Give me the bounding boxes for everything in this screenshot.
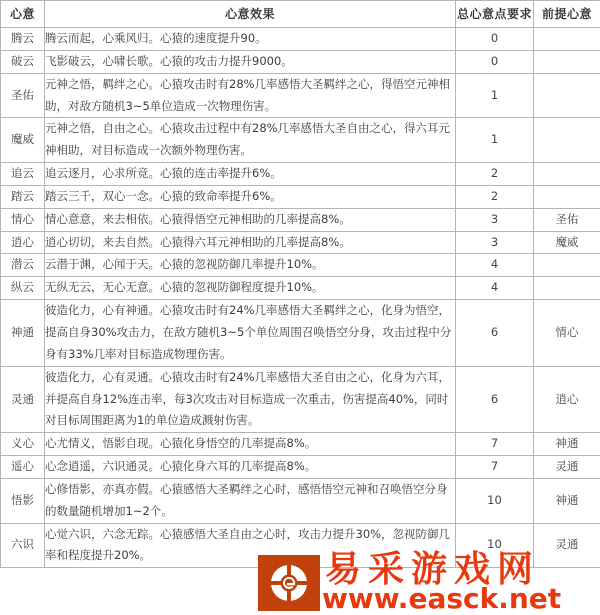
skill-prerequisite-cell [534, 118, 600, 163]
column-header-effect: 心意效果 [45, 1, 456, 28]
skill-effect-cell: 情心意意，来去相依。心猿得悟空元神相助的几率提高8%。 [45, 208, 456, 231]
skill-name-cell: 纵云 [1, 277, 45, 300]
skill-cost-cell: 2 [456, 185, 534, 208]
table-row [1, 118, 600, 163]
skill-name-cell: 破云 [1, 50, 45, 73]
column-header-prereq: 前提心意 [534, 1, 600, 28]
table-row [1, 208, 600, 231]
table-row [1, 366, 600, 433]
skill-cost-cell: 3 [456, 231, 534, 254]
table-row [1, 50, 600, 73]
skill-name-cell: 逍心 [1, 231, 45, 254]
skill-prerequisite-cell [534, 163, 600, 186]
skill-name-cell: 潜云 [1, 254, 45, 277]
skill-name-cell: 悟影 [1, 478, 45, 523]
skill-prerequisite-cell: 情心 [534, 300, 600, 367]
skill-name-cell: 遥心 [1, 456, 45, 479]
skill-prerequisite-cell [534, 28, 600, 51]
table-header-row [1, 1, 600, 28]
skill-prerequisite-cell [534, 73, 600, 118]
column-header-cost: 总心意点要求 [456, 1, 534, 28]
skill-prerequisite-cell: 魔威 [534, 231, 600, 254]
skill-cost-cell: 0 [456, 28, 534, 51]
table-row [1, 277, 600, 300]
skill-cost-cell: 4 [456, 254, 534, 277]
table-row [1, 478, 600, 523]
skill-prerequisite-cell: 神通 [534, 478, 600, 523]
skill-prerequisite-cell [534, 185, 600, 208]
skill-effect-cell: 踏云三千，双心一念。心猿的致命率提升6%。 [45, 185, 456, 208]
skill-cost-cell: 1 [456, 118, 534, 163]
skill-cost-cell: 0 [456, 50, 534, 73]
skill-cost-cell: 4 [456, 277, 534, 300]
watermark-url: www.easck.net [322, 585, 561, 613]
skill-effect-cell: 无纵无云，无心无意。心猿的忽视防御程度提升10%。 [45, 277, 456, 300]
table-row [1, 73, 600, 118]
skill-name-cell: 圣佑 [1, 73, 45, 118]
skill-name-cell: 灵通 [1, 366, 45, 433]
table-row [1, 433, 600, 456]
skill-name-cell: 魔威 [1, 118, 45, 163]
skill-cost-cell: 10 [456, 478, 534, 523]
skill-effect-cell: 心尤情义，悟影自现。心猿化身悟空的几率提高8%。 [45, 433, 456, 456]
skill-effect-cell: 心念逍遥，六识通灵。心猿化身六耳的几率提高8%。 [45, 456, 456, 479]
skill-name-cell: 情心 [1, 208, 45, 231]
skill-name-cell: 腾云 [1, 28, 45, 51]
skill-effect-cell: 心觉六识，六念无踪。心猿感悟大圣自由之心时，攻击力提升30%，忽视防御几率和程度提升20%。 [45, 523, 456, 568]
column-header-name: 心意 [1, 1, 45, 28]
skill-effect-cell: 元神之悟，自由之心。心猿攻击过程中有28%几率感悟大圣自由之心，得六耳元神相助，对目标造成一次额外物理伤害。 [45, 118, 456, 163]
skill-name-cell: 追云 [1, 163, 45, 186]
skill-prerequisite-cell: 逍心 [534, 366, 600, 433]
skill-cost-cell: 7 [456, 433, 534, 456]
table-header [1, 1, 600, 28]
skill-effect-cell: 云潜于渊，心闻于天。心猿的忽视防御几率提升10%。 [45, 254, 456, 277]
skill-prerequisite-cell: 灵通 [534, 523, 600, 568]
table-row [1, 254, 600, 277]
table-row [1, 185, 600, 208]
skill-effect-cell: 彼造化力，心有神通。心猿攻击时有24%几率感悟大圣羁绊之心，化身为悟空，提高自身30%攻击力，在敌方随机3~5个单位周围召唤悟空分身，攻击过程中分身有33%几率对目标造成物理伤害。 [45, 300, 456, 367]
skill-effect-cell: 飞影破云，心啸长歌。心猿的攻击力提升9000。 [45, 50, 456, 73]
table-row [1, 523, 600, 568]
skill-effect-cell: 元神之悟，羁绊之心。心猿攻击时有28%几率感悟大圣羁绊之心，得悟空元神相助，对敌方随机3~5单位造成一次物理伤害。 [45, 73, 456, 118]
skill-prerequisite-cell: 圣佑 [534, 208, 600, 231]
skill-cost-cell: 2 [456, 163, 534, 186]
skill-name-cell: 踏云 [1, 185, 45, 208]
skill-cost-cell: 6 [456, 300, 534, 367]
table-row [1, 231, 600, 254]
skill-cost-cell: 10 [456, 523, 534, 568]
skill-prerequisite-cell: 灵通 [534, 456, 600, 479]
skill-cost-cell: 3 [456, 208, 534, 231]
skill-effect-cell: 追云逐月，心求所竞。心猿的连击率提升6%。 [45, 163, 456, 186]
skill-effect-cell: 心修悟影，亦真亦假。心猿感悟大圣羁绊之心时，感悟悟空元神和召唤悟空分身的数量随机增加1~2个。 [45, 478, 456, 523]
table-row [1, 456, 600, 479]
skill-effect-cell: 逍心切切，来去自然。心猿得六耳元神相助的几率提高8%。 [45, 231, 456, 254]
skill-cost-cell: 7 [456, 456, 534, 479]
skill-prerequisite-cell: 神通 [534, 433, 600, 456]
skill-effect-cell: 腾云而起，心乘风归。心猿的速度提升90。 [45, 28, 456, 51]
table-row [1, 28, 600, 51]
skill-effect-cell: 彼造化力，心有灵通。心猿攻击时有24%几率感悟大圣自由之心，化身为六耳，并提高自身12%连击率，每3次攻击对目标造成一次重击，伤害提高40%，同时对目标周围距离为1的单位造成溅射伤害。 [45, 366, 456, 433]
table-row [1, 163, 600, 186]
watermark-site-name: 易采游戏网 [325, 552, 540, 588]
skill-name-cell: 神通 [1, 300, 45, 367]
table-row [1, 300, 600, 367]
table-body [1, 28, 600, 568]
skill-prerequisite-cell [534, 277, 600, 300]
skill-prerequisite-cell [534, 50, 600, 73]
skill-prerequisite-cell [534, 254, 600, 277]
skill-name-cell: 六识 [1, 523, 45, 568]
skill-name-cell: 义心 [1, 433, 45, 456]
skill-cost-cell: 1 [456, 73, 534, 118]
skill-cost-cell: 6 [456, 366, 534, 433]
